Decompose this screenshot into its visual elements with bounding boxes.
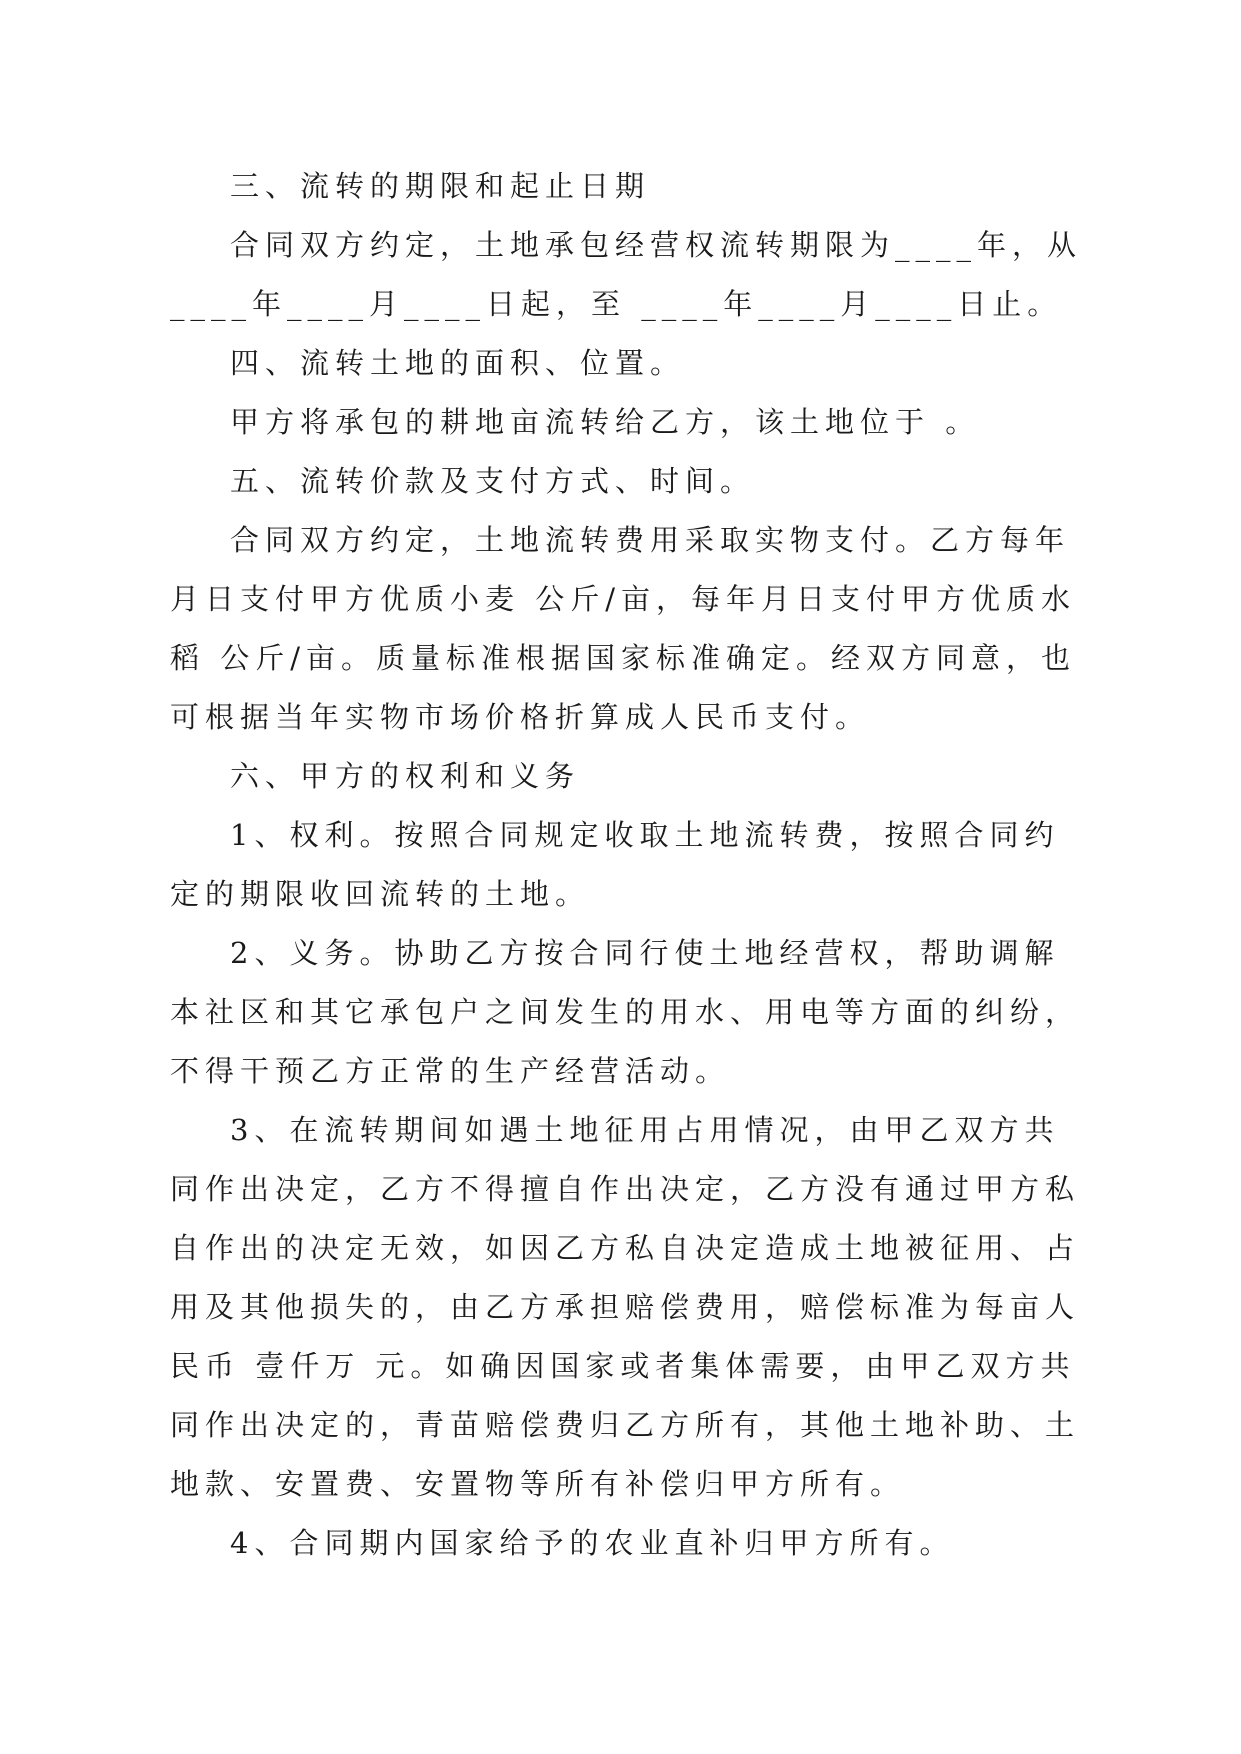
- paragraph-line: 自作出的决定无效，如因乙方私自决定造成土地被征用、占: [170, 1231, 1081, 1265]
- paragraph-line: ____年____月____日起，至 ____年____月____日止。: [170, 287, 1063, 321]
- paragraph-line: 甲方将承包的耕地亩流转给乙方，该土地位于 。: [230, 405, 981, 439]
- paragraph-line: 稻 公斤/亩。质量标准根据国家标准确定。经双方同意，也: [170, 641, 1076, 675]
- paragraph-line: 合同双方约定，土地流转费用采取实物支付。乙方每年: [230, 523, 1071, 557]
- paragraph-line: 地款、安置费、安置物等所有补偿归甲方所有。: [170, 1467, 906, 1501]
- paragraph-line: 同作出决定的，青苗赔偿费归乙方所有，其他土地补助、土: [170, 1408, 1081, 1442]
- section-heading-area: 四、流转土地的面积、位置。: [230, 346, 686, 380]
- section-heading-payment: 五、流转价款及支付方式、时间。: [230, 464, 756, 498]
- paragraph-line: 可根据当年实物市场价格折算成人民币支付。: [170, 700, 871, 734]
- paragraph-line: 用及其他损失的，由乙方承担赔偿费用，赔偿标准为每亩人: [170, 1290, 1081, 1324]
- paragraph-line: 定的期限收回流转的土地。: [170, 877, 591, 911]
- paragraph-line: 同作出决定，乙方不得擅自作出决定，乙方没有通过甲方私: [170, 1172, 1081, 1206]
- paragraph-line: 4、合同期内国家给予的农业直补归甲方所有。: [230, 1526, 955, 1560]
- paragraph-line: 1、权利。按照合同规定收取土地流转费，按照合同约: [230, 818, 1060, 852]
- paragraph-line: 合同双方约定，土地承包经营权流转期限为____年，从: [230, 228, 1083, 262]
- paragraph-line: 月日支付甲方优质小麦 公斤/亩，每年月日支付甲方优质水: [170, 582, 1076, 616]
- paragraph-line: 不得干预乙方正常的生产经营活动。: [170, 1054, 731, 1088]
- paragraph-line: 民币 壹仟万 元。如确因国家或者集体需要，由甲乙双方共: [170, 1349, 1076, 1383]
- paragraph-line: 2、义务。协助乙方按合同行使土地经营权，帮助调解: [230, 936, 1060, 970]
- paragraph-line: 3、在流转期间如遇土地征用占用情况，由甲乙双方共: [230, 1113, 1060, 1147]
- paragraph-line: 本社区和其它承包户之间发生的用水、用电等方面的纠纷，: [170, 995, 1081, 1029]
- section-heading-rights: 六、甲方的权利和义务: [230, 759, 581, 793]
- section-heading-term: 三、流转的期限和起止日期: [230, 169, 651, 203]
